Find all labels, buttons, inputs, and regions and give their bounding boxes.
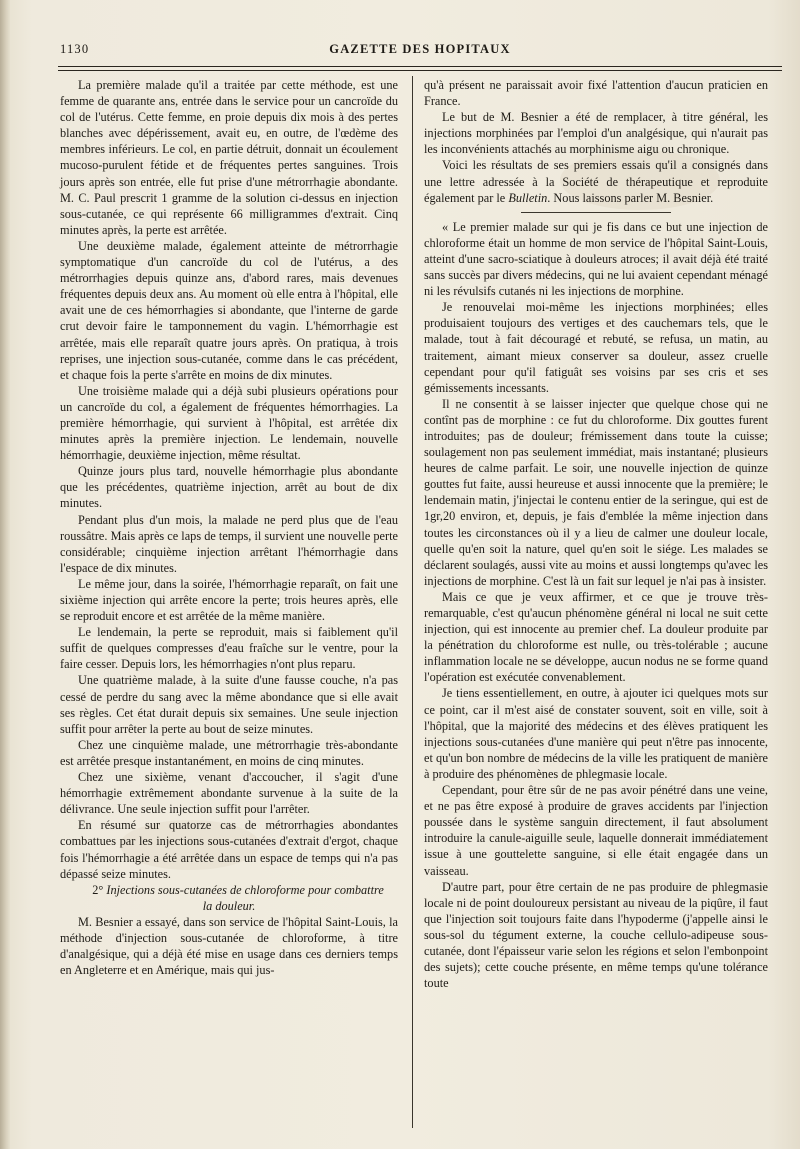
page-number: 1130 — [60, 42, 90, 56]
paragraph: En résumé sur quatorze cas de métrorrhagies abondantes combattues par les injections sous-cutanées d'extrait d'ergot, chaque fois l'hémorrhagie a été arrêtée dans un espace de temps qui n'a pas dépassé seize minutes. — [60, 818, 398, 881]
letter-intro-paragraph — [424, 157, 768, 205]
paragraph: Une quatrième malade, à la suite d'une fausse couche, n'a pas cessé de perdre du sang avec la même abondance que si elle avait ses règles. Cet état durait depuis six semaines. Une seule injection suffit pour arrêter la perte au bout de seize minutes. — [60, 673, 398, 736]
paragraph: La première malade qu'il a traitée par cette méthode, est une femme de quarante ans, entrée dans le service pour un cancroïde du col de l'utérus. Cette femme, en proie depuis dix mois à des pertes blanches avec dépérissement, avait eu, en outre, de l'œdème des membres inférieurs. Le col, en partie détruit, donnait un écoulement mucoso-purulent fétide et de fréquentes pertes sanguines. Trois jours après son entrée, elle fut prise d'une métrorrhagie abondante. M. C. Paul prescrit 1 gramme de la solution ci-dessus en injection sous-cutanée, ce qui représente 66 milligrammes d'extrait. Cinq minutes après, la perte est arrêtée. — [60, 78, 398, 237]
letter-paragraph: Je renouvelai moi-même les injections morphinées; elles produisaient toujours des vertiges et des cauchemars tels, que le malade, tout à fait découragé et rebuté, se refusa, un matin, au traitement, aimant mieux conserver sa douleur, assez cruelle cependant pour qu'il fatiguât ses voisins par ses cris et ses gémissements incessants. — [424, 300, 768, 395]
section-title-line1: Injections sous-cutanées de chloroforme pour combattre — [106, 882, 384, 897]
header-rule-thin — [58, 70, 782, 71]
paragraph: Une deuxième malade, également atteinte de métrorrhagie symptomatique d'un cancroïde du col de l'utérus, a des métrorrhagies depuis quinze ans, d'abord rares, mais devenues fréquentes depuis deux ans. Au moment où elle entra à l'hôpital, elle avait une de ces hémorrhagies si abondante, que l'interne de garde crut devoir faire le tamponnement du vagin. L'hémorrhagie est arrêtée, mais elle reparaît quatre jours après. On pratiqua, à trois reprises, une injection sous-cutanée, comme dans le cas précédent, et chaque fois la perte s'arrête en moins de dix minutes. — [60, 238, 398, 382]
paragraph: Quinze jours plus tard, nouvelle hémorrhagie plus abondante que les précédentes, quatrième injection, arrêt au bout de dix minutes. — [60, 464, 398, 511]
section-separator — [521, 212, 671, 213]
letter-paragraph: « Le premier malade sur qui je fis dans ce but une injection de chloroforme était un homme de mon service de l'hôpital Saint-Louis, atteint d'une sacro-sciatique à douleurs atroces; il avait déjà été traité sans succès par divers médecins, qui ne lui avaient cependant ménagé ni les révulsifs cutanés ni les injections de morphine. — [424, 219, 768, 299]
section-number: 2° — [92, 882, 104, 897]
paragraph: Le lendemain, la perte se reproduit, mais si faiblement qu'il suffit de quelques compresses d'eau fraîche sur le ventre, pour la faire cesser. Depuis lors, les hémorrhagies n'ont plus reparu. — [60, 625, 398, 672]
paragraph: M. Besnier a essayé, dans son service de l'hôpital Saint-Louis, la méthode d'injection sous-cutanée de chloroforme, à titre d'analgésique, qui a déjà été mise en usage dans ces derniers temps en Angleterre et en Amérique, mais qui jus- — [60, 914, 398, 978]
letter-intro-text: Voici les résultats de ses premiers essais qu'il a consignés dans une lettre adressée à la Société de thérapeutique et reproduite également par le — [424, 158, 768, 205]
section-heading — [60, 882, 398, 914]
left-column — [60, 77, 398, 978]
right-column — [424, 77, 768, 991]
letter-paragraph: Il ne consentit à se laisser injecter que quelque chose qui ne contînt pas de morphine : ce fut du chloroforme. Dix gouttes furent introduites; pas de douleur; frémissement dans toute la cuisse; soulagement non pas seulement immédiat, mais instantané; plusieurs heures de calme parfait. Le soir, une nouvelle injection de quinze gouttes fut faite, aussi heureuse et aussi innocente que la première; le lendemain matin, j'injectai le contenu entier de la seringue, qui est de 1gr,20 environ, et, depuis, je fais d'emblée la même injection dans toutes les circonstances où il y a lieu de calmer une douleur locale, quelle qu'en soit la nature, quel qu'en soit le siége. Les malades se déclarent soulagés, aussi vite au moins et aussi longtemps qu'avec les injections de morphine. C'est là un fait sur lequel je n'ai pas à insister. — [424, 396, 768, 588]
column-divider — [412, 76, 413, 1128]
paragraph: Chez une sixième, venant d'accoucher, il s'agit d'une hémorrhagie extrêmement abondante survenue à la suite de la délivrance. Une seule injection suffit pour l'arrêter. — [60, 770, 398, 817]
letter-paragraph: Mais ce que je veux affirmer, et ce que je trouve très-remarquable, c'est qu'aucun phénomène général ni local ne suit cette injection, qui est innocente au premier chef. La douleur produite par la pénétration du chloroforme est nulle, ou très-tolérable ; aucune inflammation locale ne se développe, aucun nodus ne se forme quand l'opération est exécutée convenablement. — [424, 589, 768, 685]
letter-paragraph: Je tiens essentiellement, en outre, à ajouter ici quelques mots sur ce point, car il m'est aisé de constater souvent, soit en ville, soit à l'hôpital, que la majorité des médecins et des élèves pratiquent les injections sous-cutanées d'une manière qui peut n'être pas innocente, et qu'un bon nombre de médecins de la ville les pratiquent de manière à produire des phénomènes de phlegmasie locale. — [424, 686, 768, 781]
letter-paragraph: Cependant, pour être sûr de ne pas avoir pénétré dans une veine, et ne pas être exposé à produire de graves accidents par l'injection poussée dans le système sanguin directement, il faut absolument introduire la canule-aiguille seule, laquelle donnerait immédiatement issue à une gouttelette sanguine, si elle était engagée dans un vaisseau. — [424, 783, 768, 878]
paragraph: Une troisième malade qui a déjà subi plusieurs opérations pour un cancroïde du col, a également de fréquentes hémorrhagies. La première hémorrhagie, qui survient à l'hôpital, est arrêtée dix minutes après la première injection. Le lendemain, nouvelle hémorrhagie, deuxième injection, même résultat. — [60, 383, 398, 463]
paragraph: Chez une cinquième malade, une métrorrhagie très-abondante est arrêtée presque instantanément, en moins de cinq minutes. — [60, 737, 398, 768]
paragraph-continuation: qu'à présent ne paraissait avoir fixé l'attention d'aucun praticien en France. — [424, 78, 768, 109]
running-header — [60, 42, 780, 62]
paragraph: Le même jour, dans la soirée, l'hémorrhagie reparaît, on fait une sixième injection qui arrête encore la perte; trois heures après, elle se reproduit encore et est arrêtée de la même manière. — [60, 576, 398, 624]
page-binding-edge — [0, 0, 10, 1149]
bulletin-title: Bulletin — [508, 190, 548, 205]
journal-title: GAZETTE DES HOPITAUX — [329, 42, 511, 56]
letter-paragraph: D'autre part, pour être certain de ne pas produire de phlegmasie locale ni de point douloureux persistant au niveau de la piqûre, il faut que l'injection soit toujours faite dans l'hypoderme (j'appelle ainsi le sous-sol du tégument externe, la couche cellulo-adipeuse sous-cutanée, dont l'épaisseur varie selon les régions et selon l'embonpoint des sujets); cette couche présente, en même temps qu'une tolérance toute — [424, 879, 768, 991]
header-rule — [58, 66, 782, 67]
paragraph: Le but de M. Besnier a été de remplacer, à titre général, les injections morphinées par l'emploi d'un analgésique, qui n'aurait pas les inconvénients attachés au morphinisme aigu ou chronique. — [424, 110, 768, 157]
section-title-line2: la douleur. — [202, 898, 256, 913]
letter-intro-text-end: . Nous laissons parler M. Besnier. — [547, 190, 714, 205]
paragraph: Pendant plus d'un mois, la malade ne perd plus que de l'eau roussâtre. Mais après ce laps de temps, il survient une nouvelle perte considérable; cinquième injection arrêtant l'hémorrhagie dans l'espace de dix minutes. — [60, 512, 398, 575]
